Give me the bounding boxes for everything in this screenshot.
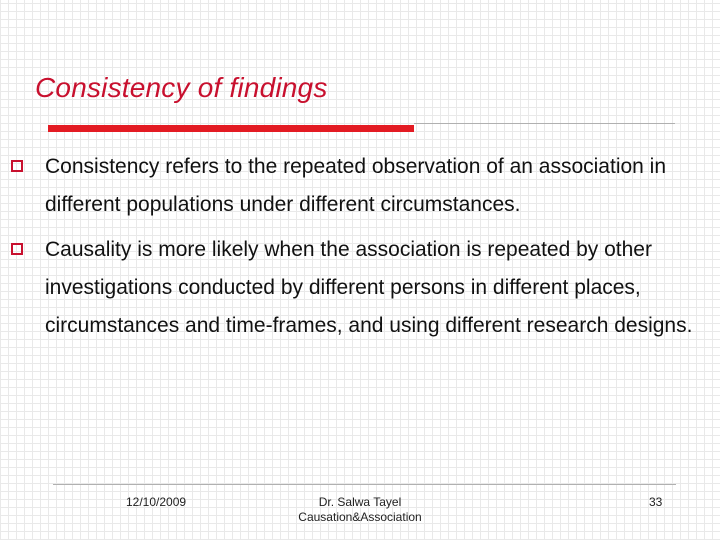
title-accent-bar <box>48 125 414 132</box>
footer-page-number: 33 <box>649 495 663 509</box>
footer-date: 12/10/2009 <box>126 495 187 509</box>
footer-author: Dr. Salwa Tayel <box>318 495 402 509</box>
title-divider-line <box>414 123 675 124</box>
bullet-text: Causality is more likely when the association is repeated by other investigations conducted by different persons in different places, circumstances and time-frames, and using different research designs. <box>45 238 693 337</box>
footer-divider-line <box>53 484 676 485</box>
footer-subtitle: Causation&Association <box>298 510 422 524</box>
slide-title: Consistency of findings <box>35 72 328 103</box>
hollow-square-bullet-icon <box>11 243 23 255</box>
bullet-list <box>11 148 711 345</box>
hollow-square-bullet-icon <box>11 160 23 172</box>
bullet-item <box>11 231 711 345</box>
bullet-item <box>11 148 711 224</box>
bullet-text: Consistency refers to the repeated observation of an association in different populations under different circumstances. <box>45 155 667 216</box>
footer-info <box>260 495 460 525</box>
